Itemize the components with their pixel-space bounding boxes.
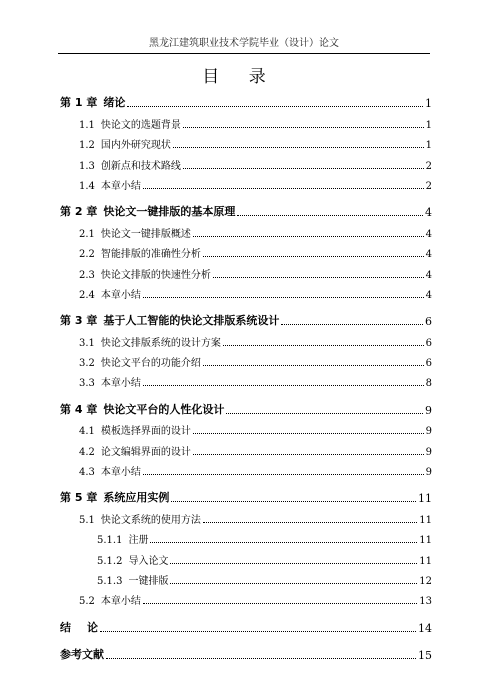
toc-entry[interactable] [60, 110, 432, 130]
toc-entry-number: 1.3 [79, 160, 95, 172]
toc-dot-leader [237, 215, 423, 216]
toc-entry-number: 5.2 [79, 596, 95, 608]
toc-entry-number: 3.1 [79, 337, 95, 349]
toc-entry-title: 导入论文 [128, 555, 169, 567]
toc-entry-number: 1.4 [79, 180, 95, 192]
toc-entry[interactable] [60, 281, 432, 301]
table-of-contents [60, 90, 432, 662]
toc-entry[interactable] [60, 546, 432, 566]
toc-entry-number: 4.1 [79, 426, 95, 438]
toc-entry[interactable] [60, 642, 432, 662]
toc-entry-number: 4.3 [79, 467, 95, 479]
toc-entry-title: 本章小结 [100, 180, 141, 192]
toc-entry[interactable] [60, 219, 432, 239]
toc-entry-title: 本章小结 [100, 596, 141, 608]
toc-entry-title: 创新点和技术路线 [100, 160, 181, 172]
toc-dot-leader [170, 583, 417, 584]
toc-entry-page: 12 [419, 575, 432, 587]
toc-entry-title: 智能排版的准确性分析 [100, 249, 201, 261]
toc-entry-title: 国内外研究现状 [100, 140, 171, 152]
toc-entry-page: 11 [419, 514, 432, 526]
toc-entry-title: 一键排版 [128, 575, 169, 587]
toc-entry-page: 4 [425, 249, 432, 261]
toc-dot-leader [213, 277, 424, 278]
toc-entry[interactable] [60, 437, 432, 457]
toc-entry[interactable] [60, 349, 432, 369]
toc-entry[interactable] [60, 369, 432, 389]
toc-dot-leader [143, 603, 417, 604]
toc-entry[interactable] [60, 485, 432, 505]
toc-entry-title: 注册 [128, 535, 149, 547]
toc-entry-page: 14 [418, 621, 432, 635]
toc-dot-leader [143, 385, 424, 386]
toc-entry-page: 11 [419, 535, 432, 547]
toc-dot-leader [226, 413, 423, 414]
toc-entry[interactable] [60, 567, 432, 587]
toc-dot-leader [100, 631, 416, 632]
toc-entry-page: 15 [418, 649, 432, 663]
toc-entry-title: 快论文一键排版的基本原理 [103, 205, 236, 219]
toc-entry-number: 2.2 [79, 249, 95, 261]
toc-dot-leader [203, 522, 417, 523]
toc-entry-title: 论 [87, 620, 98, 634]
toc-entry-number: 3.2 [79, 358, 95, 370]
toc-dot-leader [170, 563, 417, 564]
toc-entry-page: 1 [425, 140, 432, 152]
toc-entry-number: 1.1 [79, 119, 95, 131]
toc-entry-page: 4 [425, 206, 432, 220]
toc-entry[interactable] [60, 151, 432, 171]
toc-entry-number: 结 [60, 620, 71, 634]
toc-dot-leader [143, 297, 424, 298]
toc-entry-page: 1 [425, 119, 432, 131]
toc-entry-number: 3.3 [79, 378, 95, 390]
toc-entry-title: 快论文排版系统的设计方案 [100, 337, 221, 349]
toc-dot-leader [173, 147, 424, 148]
toc-entry-page: 9 [425, 467, 432, 479]
toc-entry-number: 第 4 章 [60, 402, 98, 416]
toc-entry-number: 2.3 [79, 269, 95, 281]
toc-entry-page: 1 [425, 97, 432, 111]
toc-entry-title: 快论文排版的快速性分析 [100, 269, 211, 281]
toc-entry-number: 4.2 [79, 446, 95, 458]
toc-dot-leader [183, 168, 424, 169]
toc-entry[interactable] [60, 505, 432, 525]
toc-dot-leader [150, 542, 417, 543]
toc-entry-number: 5.1 [79, 514, 95, 526]
toc-entry-number: 第 1 章 [60, 96, 98, 110]
toc-dot-leader [193, 454, 424, 455]
toc-dot-leader [143, 474, 424, 475]
toc-entry-page: 9 [425, 426, 432, 438]
toc-entry-page: 4 [425, 289, 432, 301]
toc-entry-page: 6 [425, 358, 432, 370]
toc-dot-leader [193, 236, 424, 237]
toc-entry[interactable] [60, 396, 432, 416]
toc-entry[interactable] [60, 328, 432, 348]
toc-entry[interactable] [60, 308, 432, 328]
toc-entry-title: 本章小结 [100, 467, 141, 479]
toc-entry-number: 第 3 章 [60, 314, 98, 328]
toc-entry-number: 第 2 章 [60, 205, 98, 219]
toc-entry-number: 5.1.2 [97, 555, 123, 567]
toc-entry-number: 参考文献 [60, 648, 104, 662]
toc-dot-leader [281, 324, 423, 325]
toc-entry-title: 快论文平台的功能介绍 [100, 358, 201, 370]
page-title: 目 录 [202, 67, 278, 87]
toc-entry-title: 基于人工智能的快论文排版系统设计 [103, 314, 280, 328]
toc-entry[interactable] [60, 199, 432, 219]
toc-entry-title: 快论文平台的人性化设计 [103, 402, 225, 416]
toc-entry-number: 5.1.3 [97, 575, 123, 587]
toc-entry[interactable] [60, 526, 432, 546]
toc-entry-number: 1.2 [79, 140, 95, 152]
toc-entry-title: 本章小结 [100, 378, 141, 390]
toc-entry-title: 快论文一键排版概述 [100, 228, 191, 240]
toc-entry-title: 快论文的选题背景 [100, 119, 181, 131]
toc-entry-page: 4 [425, 269, 432, 281]
toc-entry-page: 11 [419, 555, 432, 567]
toc-entry-page: 2 [425, 180, 432, 192]
toc-entry-page: 6 [425, 315, 432, 329]
toc-dot-leader [203, 256, 424, 257]
toc-entry-page: 4 [425, 228, 432, 240]
toc-entry-page: 6 [425, 337, 432, 349]
toc-entry-number: 5.1.1 [97, 535, 123, 547]
toc-entry-title: 绪论 [103, 96, 126, 110]
toc-dot-leader [183, 127, 424, 128]
toc-entry-number: 2.1 [79, 228, 95, 240]
toc-entry-page: 9 [425, 403, 432, 417]
toc-dot-leader [106, 658, 416, 659]
toc-entry[interactable] [60, 240, 432, 260]
toc-dot-leader [223, 345, 424, 346]
toc-entry[interactable] [60, 131, 432, 151]
toc-entry-title: 模板选择界面的设计 [100, 426, 191, 438]
toc-entry-page: 2 [425, 160, 432, 172]
toc-entry[interactable] [60, 172, 432, 192]
toc-entry-page: 13 [419, 596, 432, 608]
toc-dot-leader [171, 501, 416, 502]
toc-entry-title: 本章小结 [100, 289, 141, 301]
toc-entry-page: 9 [425, 446, 432, 458]
toc-entry[interactable] [60, 417, 432, 437]
toc-entry-page: 8 [425, 378, 432, 390]
toc-entry-page: 11 [418, 492, 432, 506]
toc-entry[interactable] [60, 260, 432, 280]
toc-dot-leader [143, 188, 424, 189]
toc-entry[interactable] [60, 587, 432, 607]
toc-entry[interactable] [60, 90, 432, 110]
toc-entry-title: 系统应用实例 [103, 491, 170, 505]
toc-entry[interactable] [60, 614, 432, 634]
toc-entry-title: 论文编辑界面的设计 [100, 446, 191, 458]
toc-dot-leader [127, 106, 423, 107]
toc-entry[interactable] [60, 458, 432, 478]
running-header: 黑龙江建筑职业技术学院毕业（设计）论文 [58, 34, 430, 54]
toc-dot-leader [203, 365, 424, 366]
toc-entry-title: 快论文系统的使用方法 [100, 514, 201, 526]
toc-dot-leader [193, 433, 424, 434]
toc-entry-number: 第 5 章 [60, 491, 98, 505]
toc-entry-number: 2.4 [79, 289, 95, 301]
